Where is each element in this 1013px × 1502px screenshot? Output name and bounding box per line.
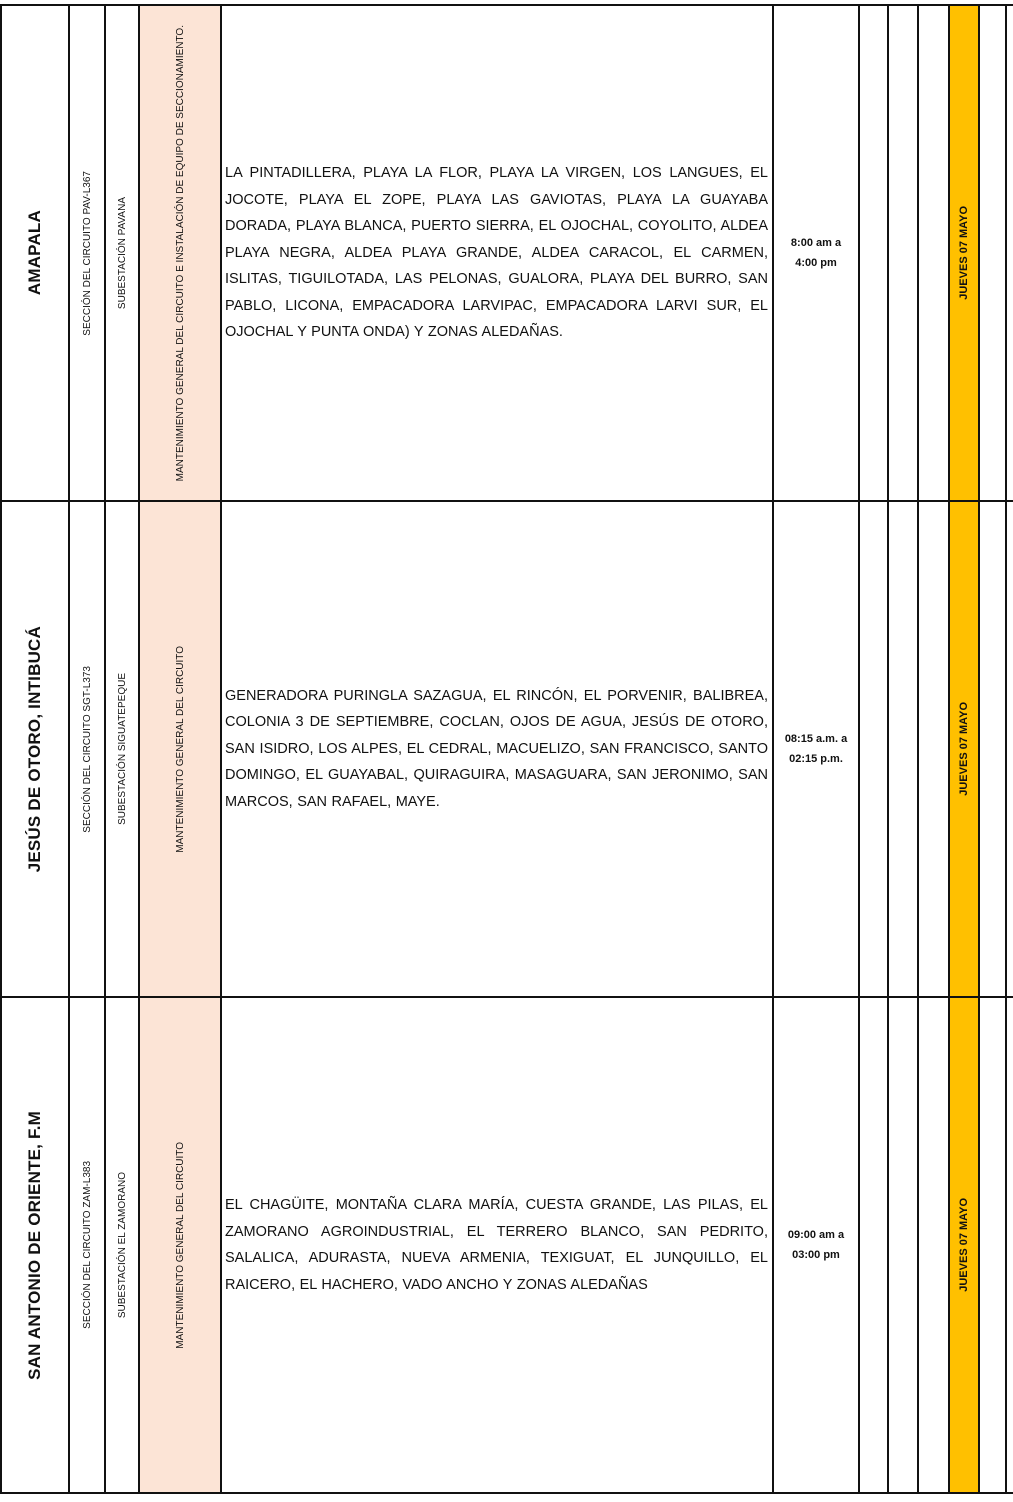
empty-cell (918, 5, 949, 501)
empty-cell (979, 501, 1006, 997)
areas-cell (221, 501, 773, 997)
empty-cell (859, 997, 888, 1493)
town-cell (1, 997, 69, 1493)
day-cell (949, 997, 979, 1493)
empty-cell (859, 501, 888, 997)
circuit-section: SECCIÓN DEL CIRCUITO PAV-L367 (81, 170, 93, 336)
time-end: 02:15 p.m. (789, 753, 843, 765)
work-cell (139, 997, 221, 1493)
outage-day: JUEVES 07 MAYO (958, 206, 970, 300)
substation-cell (105, 997, 139, 1493)
table-row (1, 5, 1013, 501)
substation-name: SUBESTACIÓN SIGUATEPEQUE (116, 673, 128, 825)
outage-schedule-table (0, 4, 1013, 1494)
day-cell (949, 501, 979, 997)
town-cell (1, 5, 69, 501)
work-cell (139, 5, 221, 501)
empty-cell (888, 997, 918, 1493)
time-end: 03:00 pm (792, 1249, 840, 1261)
areas-cell (221, 997, 773, 1493)
outage-day: JUEVES 07 MAYO (958, 702, 970, 796)
empty-cell (888, 501, 918, 997)
affected-areas: EL CHAGÜITE, MONTAÑA CLARA MARÍA, CUESTA GRANDE, LAS PILAS, EL ZAMORANO AGROINDUSTRIAL, EL TERRERO BLANCO, SAN PEDRITO, SALALICA, ADURASTA, NUEVA ARMENIA, TEXIGUAT, EL JUNQUILLO, EL RAICERO, EL HACHERO, VADO ANCHO Y ZONAS ALEDAÑAS (225, 1197, 768, 1293)
work-cell (139, 501, 221, 997)
time-cell (773, 5, 859, 501)
town-name: JESÚS DE OTORO, INTIBUCÁ (25, 625, 44, 873)
work-description: MANTENIMIENTO GENERAL DEL CIRCUITO (174, 645, 186, 853)
town-cell (1, 501, 69, 997)
substation-cell (105, 501, 139, 997)
day-cell (949, 5, 979, 501)
time-start: 09:00 am a (787, 1229, 845, 1241)
work-description: MANTENIMIENTO GENERAL DEL CIRCUITO E INSTALACIÓN DE EQUIPO DE SECCIONAMIENTO. (174, 24, 186, 482)
empty-cell (1006, 501, 1013, 997)
table-row (1, 997, 1013, 1493)
circuit-section: SECCIÓN DEL CIRCUITO SGT-L373 (81, 665, 93, 833)
time-cell (773, 997, 859, 1493)
empty-cell (859, 5, 888, 501)
outage-day: JUEVES 07 MAYO (958, 1198, 970, 1292)
time-end: 4:00 pm (795, 257, 837, 269)
areas-cell (221, 5, 773, 501)
work-description: MANTENIMIENTO GENERAL DEL CIRCUITO (174, 1141, 186, 1349)
empty-cell (1006, 997, 1013, 1493)
section-cell (69, 997, 105, 1493)
section-cell (69, 5, 105, 501)
affected-areas: LA PINTADILLERA, PLAYA LA FLOR, PLAYA LA VIRGEN, LOS LANGUES, EL JOCOTE, PLAYA EL ZOPE, PLAYA LAS GAVIOTAS, PLAYA LA GUAYABA DORADA, PLAYA BLANCA, PUERTO SIERRA, EL OJOCHAL, COYOLITO, ALDEA PLAYA NEGRA, ALDEA PLAYA GRANDE, ALDEA CARACOL, EL CARMEN, ISLITAS, TIGUILOTADA, LAS PELONAS, GUALORA, PLAYA DEL BURRO, SAN PABLO, LICONA, EMPACADORA LARVIPAC, EMPACADORA LARVI SUR, EL OJOCHAL Y PUNTA ONDA) Y ZONAS ALEDAÑAS. (225, 165, 768, 341)
substation-cell (105, 5, 139, 501)
table-row (1, 501, 1013, 997)
time-window (774, 1225, 858, 1265)
affected-areas: GENERADORA PURINGLA SAZAGUA, EL RINCÓN, EL PORVENIR, BALIBREA, COLONIA 3 DE SEPTIEMBRE, COCLAN, OJOS DE AGUA, JESÚS DE OTORO, SAN ISIDRO, LOS ALPES, EL CEDRAL, MACUELIZO, SAN FRANCISCO, SANTO DOMINGO, EL GUAYABAL, QUIRAGUIRA, MASAGUARA, SAN JERONIMO, SAN MARCOS, SAN RAFAEL, MAYE. (225, 687, 768, 810)
empty-cell (918, 997, 949, 1493)
empty-cell (918, 501, 949, 997)
empty-cell (1006, 5, 1013, 501)
empty-cell (979, 997, 1006, 1493)
circuit-section: SECCIÓN DEL CIRCUITO ZAM-L383 (81, 1161, 93, 1329)
empty-cell (979, 5, 1006, 501)
empty-cell (888, 5, 918, 501)
substation-name: SUBESTACIÓN EL ZAMORANO (116, 1171, 128, 1319)
time-start: 8:00 am a (790, 237, 842, 249)
time-window (774, 233, 858, 273)
time-window (774, 729, 858, 769)
substation-name: SUBESTACIÓN PAVANA (116, 196, 128, 310)
town-name: SAN ANTONIO DE ORIENTE, F.M (25, 1110, 44, 1380)
section-cell (69, 501, 105, 997)
town-name: AMAPALA (25, 210, 44, 296)
time-start: 08:15 a.m. a (784, 733, 848, 745)
time-cell (773, 501, 859, 997)
